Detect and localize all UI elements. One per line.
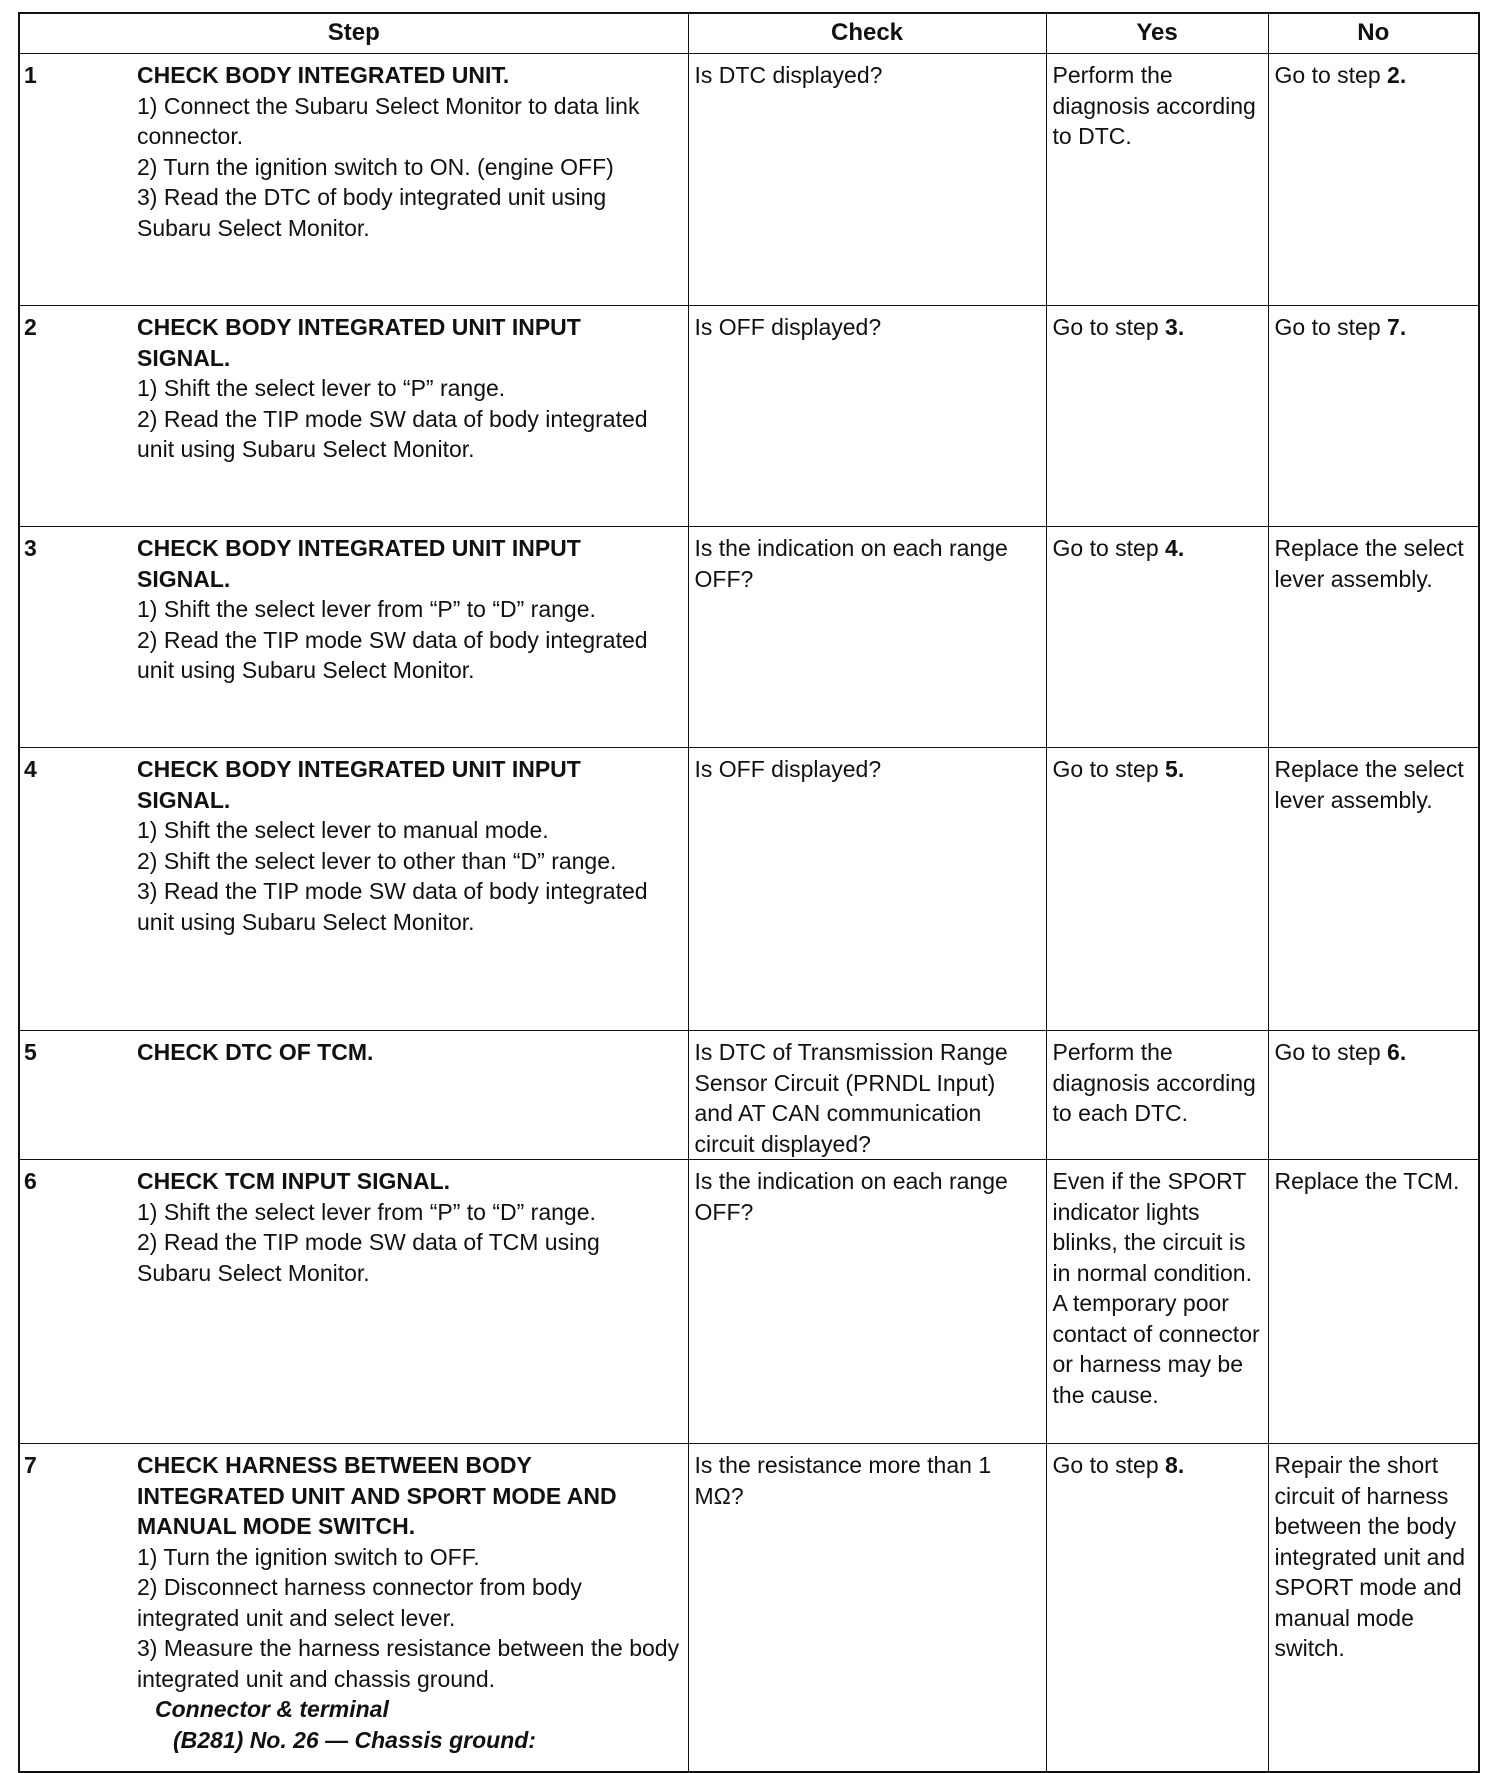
- connector-label: Connector & terminal: [155, 1696, 389, 1722]
- yes-text: Go to step: [1052, 314, 1166, 340]
- step-line: 2) Read the TIP mode SW data of body integrated unit using Subaru Select Monitor.: [137, 626, 648, 683]
- no-step-ref: 7.: [1387, 314, 1407, 340]
- header-yes: Yes: [1046, 13, 1268, 54]
- step-line: 3) Read the TIP mode SW data of body integrated unit using Subaru Select Monitor.: [137, 878, 648, 935]
- yes-text: Even if the SPORT indicator lights blinks, the circuit is in normal condition. A temporary poor contact of connector or harness may be the cause.: [1052, 1168, 1260, 1408]
- yes-text: Go to step: [1052, 535, 1166, 561]
- step-row-5: [19, 1031, 1479, 1160]
- check-question: Is OFF displayed?: [688, 306, 1046, 527]
- no-text: Replace the select lever assembly.: [1274, 535, 1464, 592]
- step-title: CHECK BODY INTEGRATED UNIT.: [137, 62, 510, 88]
- step-line: 2) Read the TIP mode SW data of TCM using Subaru Select Monitor.: [137, 1229, 600, 1286]
- no-action: [1268, 1031, 1479, 1160]
- step-number: 6: [19, 1160, 135, 1444]
- step-description: [135, 527, 688, 748]
- check-question: Is DTC displayed?: [688, 54, 1046, 306]
- no-text: Go to step: [1274, 314, 1388, 340]
- header-check: Check: [688, 13, 1046, 54]
- step-line: 2) Disconnect harness connector from body integrated unit and select lever.: [137, 1574, 582, 1631]
- step-line: 3) Read the DTC of body integrated unit using Subaru Select Monitor.: [137, 184, 607, 241]
- step-number: 5: [19, 1031, 135, 1160]
- no-text: Go to step: [1274, 1039, 1388, 1065]
- yes-action: [1046, 54, 1268, 306]
- step-description: [135, 748, 688, 1031]
- step-title: CHECK BODY INTEGRATED UNIT INPUT SIGNAL.: [137, 756, 581, 813]
- step-line: 2) Turn the ignition switch to ON. (engine OFF): [137, 153, 614, 180]
- yes-text: Go to step: [1052, 1452, 1166, 1478]
- yes-step-ref: 5.: [1165, 756, 1185, 782]
- step-line: 1) Turn the ignition switch to OFF.: [137, 1543, 480, 1570]
- step-line: 3) Measure the harness resistance between the body integrated unit and chassis ground.: [137, 1635, 680, 1692]
- step-title: CHECK DTC OF TCM.: [137, 1039, 374, 1065]
- yes-step-ref: 4.: [1165, 535, 1185, 561]
- header-step: Step: [19, 13, 688, 54]
- step-title: CHECK HARNESS BETWEEN BODY INTEGRATED UNIT AND SPORT MODE AND MANUAL MODE SWITCH.: [137, 1452, 617, 1539]
- no-action: [1268, 1160, 1479, 1444]
- step-line: 1) Shift the select lever to manual mode.: [137, 817, 549, 843]
- yes-action: [1046, 1160, 1268, 1444]
- yes-text: Perform the diagnosis according to each DTC.: [1052, 1039, 1256, 1126]
- yes-text: Perform the diagnosis according to DTC.: [1052, 62, 1256, 149]
- step-title: CHECK BODY INTEGRATED UNIT INPUT SIGNAL.: [137, 535, 581, 592]
- check-question: Is DTC of Transmission Range Sensor Circuit (PRNDL Input) and AT CAN communication circuit displayed?: [688, 1031, 1046, 1160]
- step-row-7: [19, 1444, 1479, 1772]
- check-question: Is the indication on each range OFF?: [688, 1160, 1046, 1444]
- step-description: [135, 54, 688, 306]
- no-action: [1268, 1444, 1479, 1772]
- step-description: [135, 306, 688, 527]
- check-question: Is OFF displayed?: [688, 748, 1046, 1031]
- no-action: [1268, 54, 1479, 306]
- step-line: 1) Shift the select lever from “P” to “D” range.: [137, 596, 596, 622]
- yes-action: [1046, 748, 1268, 1031]
- no-step-ref: 6.: [1387, 1039, 1407, 1065]
- yes-action: [1046, 1031, 1268, 1160]
- step-line: 1) Shift the select lever from “P” to “D” range.: [137, 1198, 596, 1225]
- step-description: [135, 1031, 688, 1160]
- step-line: 2) Shift the select lever to other than “D” range.: [137, 847, 617, 874]
- no-action: [1268, 527, 1479, 748]
- check-question: Is the resistance more than 1 MΩ?: [688, 1444, 1046, 1772]
- no-text: Go to step: [1274, 62, 1388, 88]
- no-action: [1268, 306, 1479, 527]
- yes-action: [1046, 306, 1268, 527]
- yes-text: Go to step: [1052, 756, 1166, 782]
- step-number: 2: [19, 306, 135, 527]
- no-action: [1268, 748, 1479, 1031]
- step-title: CHECK BODY INTEGRATED UNIT INPUT SIGNAL.: [137, 314, 581, 371]
- header-row: [19, 13, 1479, 54]
- step-number: 1: [19, 54, 135, 306]
- yes-action: [1046, 1444, 1268, 1772]
- header-no: No: [1268, 13, 1479, 54]
- step-row-4: [19, 748, 1479, 1031]
- step-number: 3: [19, 527, 135, 748]
- yes-step-ref: 8.: [1165, 1452, 1185, 1478]
- step-description: [135, 1160, 688, 1444]
- step-row-2: [19, 306, 1479, 527]
- step-line: 1) Connect the Subaru Select Monitor to data link connector.: [137, 92, 640, 149]
- check-question: Is the indication on each range OFF?: [688, 527, 1046, 748]
- step-line: 1) Shift the select lever to “P” range.: [137, 375, 506, 401]
- step-row-3: [19, 527, 1479, 748]
- no-text: Repair the short circuit of harness between the body integrated unit and SPORT mode and manual mode switch.: [1274, 1452, 1466, 1661]
- step-line: 2) Read the TIP mode SW data of body integrated unit using Subaru Select Monitor.: [137, 405, 648, 462]
- step-number: 7: [19, 1444, 135, 1772]
- no-text: Replace the select lever assembly.: [1274, 756, 1464, 813]
- yes-action: [1046, 527, 1268, 748]
- step-row-1: [19, 54, 1479, 306]
- step-number: 4: [19, 748, 135, 1031]
- terminal-spec: (B281) No. 26 — Chassis ground:: [173, 1726, 536, 1753]
- no-text: Replace the TCM.: [1274, 1168, 1460, 1194]
- step-row-6: [19, 1160, 1479, 1444]
- step-title: CHECK TCM INPUT SIGNAL.: [137, 1168, 451, 1194]
- diagnosis-table: [18, 12, 1480, 1773]
- step-description: [135, 1444, 688, 1772]
- no-step-ref: 2.: [1387, 62, 1407, 88]
- yes-step-ref: 3.: [1165, 314, 1185, 340]
